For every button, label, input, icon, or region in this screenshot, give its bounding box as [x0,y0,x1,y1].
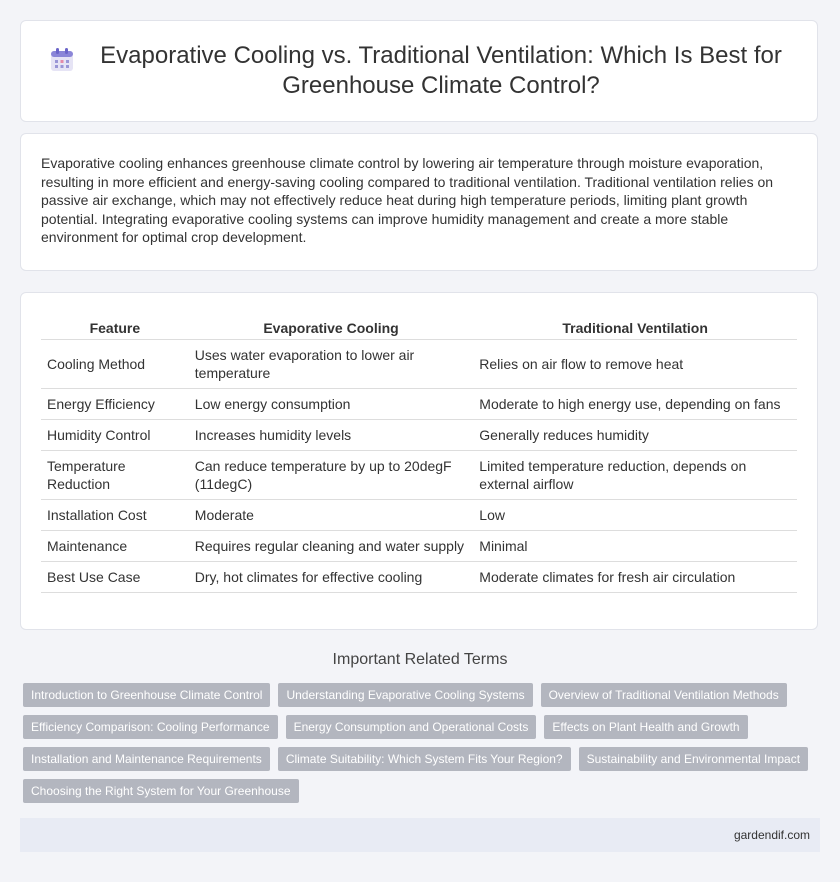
related-term-tag[interactable]: Introduction to Greenhouse Climate Control [23,683,270,707]
related-term-tag[interactable]: Energy Consumption and Operational Costs [286,715,537,739]
table-cell: Cooling Method [41,340,189,389]
table-row [41,340,797,389]
table-cell: Temperature Reduction [41,451,189,500]
comparison-table [41,315,797,593]
table-row [41,500,797,531]
table-cell: Humidity Control [41,420,189,451]
table-cell: Increases humidity levels [189,420,474,451]
related-terms-title: Important Related Terms [332,651,508,668]
related-term-tag[interactable]: Effects on Plant Health and Growth [544,715,747,739]
comparison-table-card [20,292,818,630]
related-term-tag[interactable]: Sustainability and Environmental Impact [579,747,808,771]
table-cell: Low energy consumption [189,389,474,420]
table-cell: Energy Efficiency [41,389,189,420]
intro-card [20,133,818,271]
table-cell: Low [473,500,797,531]
related-term-tag[interactable]: Choosing the Right System for Your Greenhouse [23,779,299,803]
related-term-tag[interactable]: Understanding Evaporative Cooling Systems [278,683,532,707]
related-term-tag[interactable]: Installation and Maintenance Requirements [23,747,270,771]
table-row [41,389,797,420]
table-cell: Dry, hot climates for effective cooling [189,562,474,593]
table-cell: Minimal [473,531,797,562]
title-wrap [49,41,789,101]
table-cell: Relies on air flow to remove heat [473,340,797,389]
related-term-tag[interactable]: Efficiency Comparison: Cooling Performance [23,715,278,739]
table-cell: Requires regular cleaning and water supply [189,531,474,562]
calendar-icon [49,47,75,73]
table-cell: Uses water evaporation to lower air temperature [189,340,474,389]
related-terms-tags [23,683,823,811]
column-header-feature: Feature [41,315,189,340]
page-title: Evaporative Cooling vs. Traditional Ventilation: Which Is Best for Greenhouse Climate Control? [100,42,782,99]
intro-text: Evaporative cooling enhances greenhouse climate control by lowering air temperature through moisture evaporation, resulting in more efficient and energy-saving cooling compared to traditional ventilation. Traditional ventilation relies on passive air exchange, which may not effectively reduce heat during high temperature periods, limiting plant growth potential. Integrating evaporative cooling systems can improve humidity management and create a more stable environment for optimal crop development. [41,155,774,246]
table-row [41,420,797,451]
table-cell: Moderate climates for fresh air circulation [473,562,797,593]
table-cell: Maintenance [41,531,189,562]
column-header-traditional: Traditional Ventilation [473,315,797,340]
table-row [41,451,797,500]
header-card [20,20,818,122]
table-cell: Installation Cost [41,500,189,531]
table-header-row [41,315,797,340]
table-cell: Can reduce temperature by up to 20degF (11degC) [189,451,474,500]
table-row [41,531,797,562]
related-term-tag[interactable]: Climate Suitability: Which System Fits Your Region? [278,747,571,771]
table-cell: Moderate to high energy use, depending on fans [473,389,797,420]
table-cell: Generally reduces humidity [473,420,797,451]
column-header-evaporative: Evaporative Cooling [189,315,474,340]
footer-site[interactable]: gardendif.com [733,828,810,842]
related-term-tag[interactable]: Overview of Traditional Ventilation Methods [541,683,787,707]
table-cell: Moderate [189,500,474,531]
table-cell: Limited temperature reduction, depends on external airflow [473,451,797,500]
table-cell: Best Use Case [41,562,189,593]
table-row [41,562,797,593]
footer [20,818,820,852]
